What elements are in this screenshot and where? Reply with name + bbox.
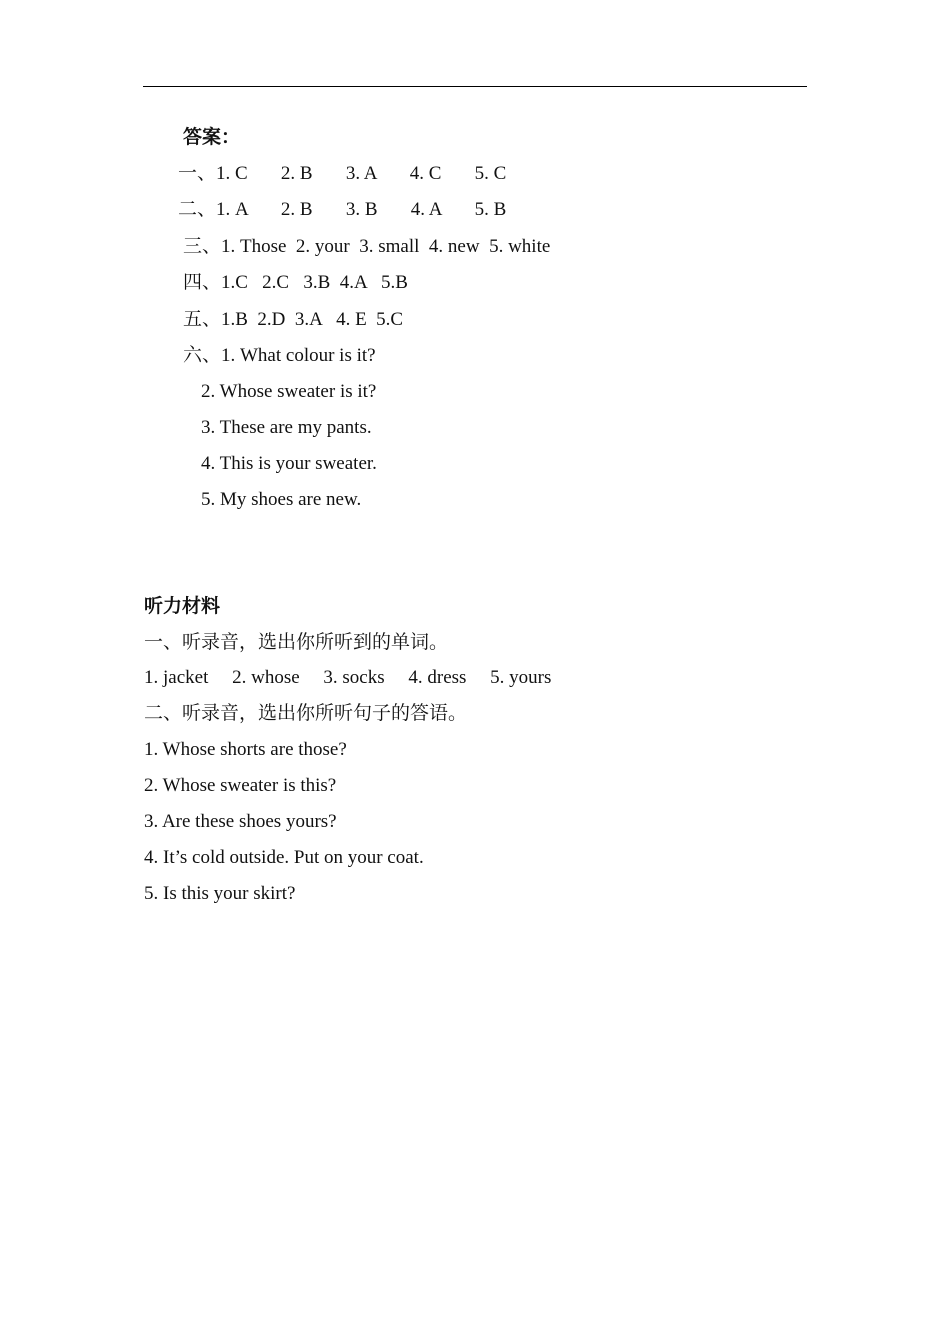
listening-section2-heading: 二、听录音，选出你所听句子的答语。 [144, 703, 468, 724]
answers-title: 答案： [183, 127, 241, 148]
listening-item-5: 5. Is this your skirt? [144, 883, 296, 904]
listening-item-1: 1. Whose shorts are those? [144, 739, 347, 760]
listening-item-4: 4. It’s cold outside. Put on your coat. [144, 847, 424, 868]
answer-line-1: 一、1. C 2. B 3. A 4. C 5. C [178, 163, 507, 184]
answer-line-6-3: 3. These are my pants. [201, 417, 372, 438]
answer-line-6-5: 5. My shoes are new. [201, 489, 362, 510]
answer-line-6-4: 4. This is your sweater. [201, 453, 377, 474]
listening-item-3: 3. Are these shoes yours? [144, 811, 337, 832]
answer-line-6-2: 2. Whose sweater is it? [201, 381, 377, 402]
listening-section1-heading: 一、听录音，选出你所听到的单词。 [144, 632, 449, 653]
answer-line-6: 六、1. What colour is it? [183, 345, 376, 366]
answer-line-4: 四、1.C 2.C 3.B 4.A 5.B [183, 272, 408, 293]
answer-line-3: 三、1. Those 2. your 3. small 4. new 5. white [183, 236, 551, 257]
answer-line-2: 二、1. A 2. B 3. B 4. A 5. B [178, 199, 507, 220]
listening-section1-words: 1. jacket 2. whose 3. socks 4. dress 5. yours [144, 667, 552, 688]
answer-line-5: 五、1.B 2.D 3.A 4. E 5.C [183, 309, 404, 330]
header-rule [143, 86, 807, 87]
listening-title: 听力材料 [144, 596, 221, 617]
listening-item-2: 2. Whose sweater is this? [144, 775, 337, 796]
